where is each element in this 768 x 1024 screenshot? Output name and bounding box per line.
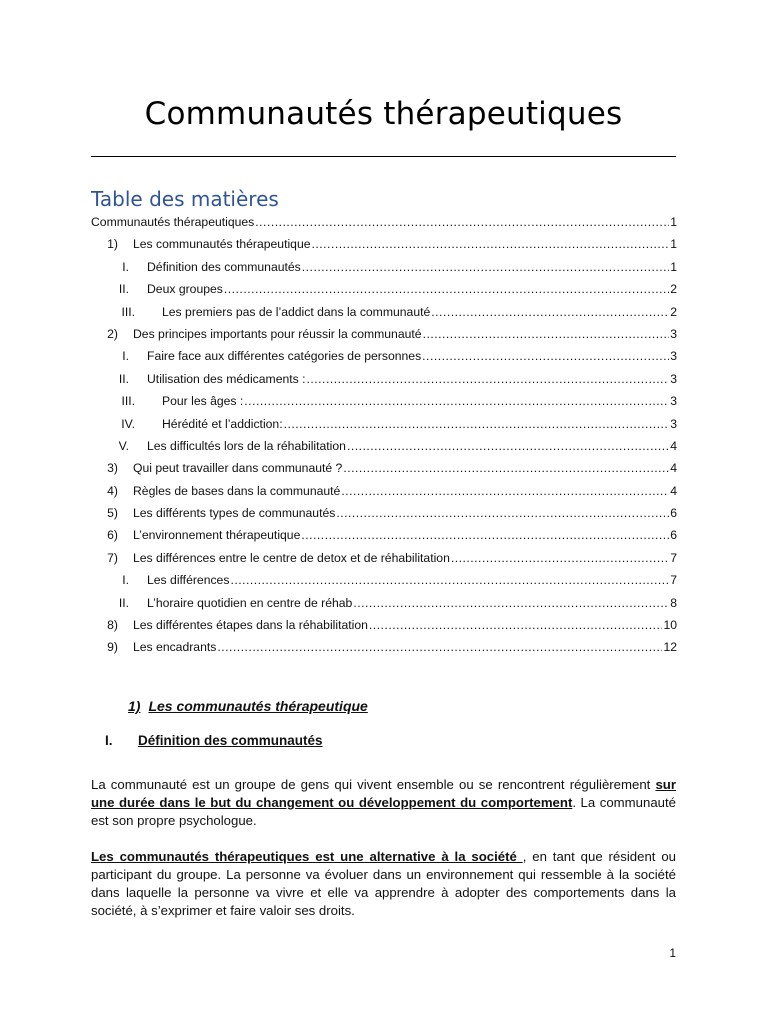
toc-entry-page: 8 [670, 595, 677, 610]
toc-heading: Table des matières [91, 187, 279, 211]
section-number: 1) [128, 698, 141, 714]
toc-entry-number: V. [118, 438, 129, 453]
toc-entry-page: 6 [670, 528, 677, 543]
document-title: Communautés thérapeutiques [144, 96, 623, 132]
toc-entry-text: Hérédité et l’addiction: [162, 416, 283, 431]
toc-entry[interactable] [91, 256, 677, 278]
toc-entry[interactable] [91, 592, 677, 614]
paragraph-alternative [91, 848, 676, 920]
toc-entry-text: L’environnement thérapeutique [133, 528, 301, 543]
toc-entry[interactable] [91, 345, 677, 367]
toc-entry[interactable] [91, 547, 677, 569]
subsection-heading [105, 733, 323, 748]
toc-entry-number: 7) [107, 550, 118, 565]
toc-entry-number: 3) [107, 461, 118, 476]
toc-entry-number: 8) [107, 618, 118, 633]
toc-dot-leader [230, 569, 669, 591]
toc-entry-page: 3 [670, 326, 677, 341]
toc-entry-page: 4 [670, 438, 677, 453]
paragraph-definition [91, 776, 676, 830]
toc-entry-number: II. [118, 282, 129, 297]
toc-entry-text: Les différences entre le centre de detox et de réhabilitation [133, 550, 450, 565]
section-title: Les communautés thérapeutique [148, 698, 368, 714]
toc-entry-text: Deux groupes [147, 282, 223, 297]
toc-entry-page: 2 [670, 304, 677, 319]
toc-entry-page: 7 [670, 573, 677, 588]
toc-dot-leader [307, 368, 670, 390]
toc-dot-leader [431, 301, 669, 323]
toc-entry-text: Communautés thérapeutiques [91, 215, 255, 229]
toc-entry-text: Des principes importants pour réussir la communauté [133, 326, 422, 341]
toc-entry-number: II. [118, 595, 129, 610]
toc-entry-page: 4 [670, 483, 677, 498]
emphasized-text: Les communautés thérapeutiques est une alternative à la société [91, 849, 523, 864]
toc-entry-number: I. [122, 573, 129, 588]
toc-dot-leader [341, 480, 669, 502]
toc-entry-number: 6) [107, 528, 118, 543]
paragraph-text: . La communauté est son propre psychologue. [91, 795, 676, 828]
toc-dot-leader [343, 457, 669, 479]
subsection-number: I. [105, 733, 113, 748]
toc-entry-page: 3 [670, 394, 677, 409]
toc-entry-text: Qui peut travailler dans communauté ? [133, 461, 343, 476]
paragraph-text: La communauté est un groupe de gens qui vivent ensemble ou se rencontrent régulièrement [91, 777, 656, 792]
toc-entry-text: Pour les âges : [162, 394, 244, 409]
toc-dot-leader [244, 390, 669, 412]
toc-entry-number: 2) [107, 326, 118, 341]
toc-entry-page: 3 [670, 416, 677, 431]
toc-entry[interactable] [91, 569, 677, 591]
toc-dot-leader [312, 233, 670, 255]
emphasized-text: sur une durée dans le but du changement ou développement du comportement [91, 777, 676, 810]
toc-entry-page: 7 [670, 550, 677, 565]
toc-entry-page: 10 [663, 618, 677, 633]
toc-dot-leader [302, 256, 669, 278]
toc-entry[interactable] [91, 435, 677, 457]
toc-dot-leader [224, 278, 669, 300]
toc-entry[interactable] [91, 413, 677, 435]
toc-entry-number: IV. [121, 416, 135, 431]
toc-entry-number: I. [122, 259, 129, 274]
toc-entry-number: I. [122, 349, 129, 364]
toc-entry-number: 1) [107, 237, 118, 252]
title-divider [91, 156, 676, 157]
section-heading [128, 698, 368, 714]
toc-entry[interactable] [91, 211, 677, 233]
toc-entry-text: Les différentes étapes dans la réhabilitation [133, 618, 368, 633]
toc-entry-page: 12 [663, 640, 677, 655]
toc-entry[interactable] [91, 233, 677, 255]
toc-entry-number: 5) [107, 506, 118, 521]
toc-dot-leader [347, 435, 669, 457]
toc-dot-leader [217, 636, 662, 658]
toc-dot-leader [284, 413, 670, 435]
toc-entry[interactable] [91, 301, 677, 323]
toc-dot-leader [422, 345, 669, 367]
toc-entry[interactable] [91, 524, 677, 546]
toc-entry-number: 4) [107, 483, 118, 498]
toc-entry-text: Les communautés thérapeutique [133, 237, 311, 252]
toc-entry[interactable] [91, 502, 677, 524]
toc-entry-page: 6 [670, 506, 677, 521]
toc-entry[interactable] [91, 614, 677, 636]
toc-entry-page: 4 [670, 461, 677, 476]
page-number: 1 [669, 946, 676, 960]
toc-entry-text: Les premiers pas de l’addict dans la communauté [162, 304, 431, 319]
toc-entry-number: II. [118, 371, 129, 386]
toc-dot-leader [301, 524, 669, 546]
toc-entry-text: Les différents types de communautés [133, 506, 336, 521]
toc-entry-text: Les difficultés lors de la réhabilitation [147, 438, 346, 453]
toc-entry-number: 9) [107, 640, 118, 655]
toc-entry-page: 1 [670, 215, 677, 229]
toc-entry[interactable] [91, 480, 677, 502]
toc-entry-text: Faire face aux différentes catégories de personnes [147, 349, 422, 364]
toc-dot-leader [353, 592, 669, 614]
toc-entry-number: III. [121, 394, 135, 409]
toc-entry[interactable] [91, 636, 677, 658]
toc-entry[interactable] [91, 457, 677, 479]
subsection-title: Définition des communautés [138, 733, 323, 748]
toc-entry-page: 3 [670, 349, 677, 364]
toc-entry[interactable] [91, 278, 677, 300]
toc-dot-leader [369, 614, 663, 636]
toc-entry-text: Les encadrants [133, 640, 217, 655]
toc-entry-text: L’horaire quotidien en centre de réhab [147, 595, 353, 610]
toc-entry-page: 1 [670, 259, 677, 274]
toc-entry-page: 2 [670, 282, 677, 297]
toc-entry[interactable] [91, 368, 677, 390]
toc-dot-leader [255, 211, 669, 233]
toc-dot-leader [336, 502, 669, 524]
toc-entry[interactable] [91, 390, 677, 412]
toc-entry-text: Les différences [147, 573, 230, 588]
toc-dot-leader [423, 323, 670, 345]
table-of-contents [91, 211, 677, 659]
toc-entry-text: Utilisation des médicaments : [147, 371, 306, 386]
toc-entry-number: III. [121, 304, 135, 319]
toc-entry-text: Règles de bases dans la communauté [133, 483, 341, 498]
toc-dot-leader [451, 547, 669, 569]
toc-entry-page: 3 [670, 371, 677, 386]
toc-entry-text: Définition des communautés [147, 259, 301, 274]
toc-entry[interactable] [91, 323, 677, 345]
toc-entry-page: 1 [670, 237, 677, 252]
paragraph-text: , en tant que résident ou participant du groupe. La personne va évoluer dans un environnement qui ressemble à la société dans laquelle la personne va vivre et elle va apprendre à adopter des comportements dans la société, à s’exprimer et faire valoir ses droits. [91, 849, 676, 918]
